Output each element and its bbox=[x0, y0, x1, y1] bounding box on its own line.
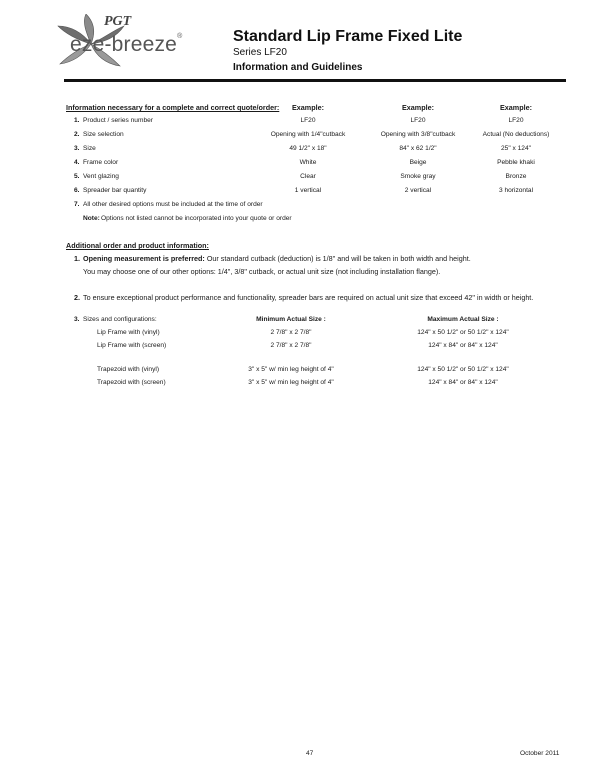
config-min: 2 7/8" x 2 7/8" bbox=[270, 342, 312, 349]
item1-line2: You may choose one of our other options: 1/4", 3/8" cutback, or actual unit size (not including installation flange). bbox=[83, 267, 441, 276]
row-value-2: 84" x 62 1/2" bbox=[399, 145, 437, 152]
logo-wordmark bbox=[70, 33, 182, 57]
row-value-3: Pebble khaki bbox=[497, 159, 535, 166]
section2-heading: Additional order and product information: bbox=[66, 241, 209, 250]
max-size-header: Maximum Actual Size : bbox=[427, 316, 499, 323]
row-value-3: LF20 bbox=[508, 117, 524, 124]
row-label: Size selection bbox=[83, 131, 124, 138]
example-header-1: Example: bbox=[292, 103, 324, 112]
config-label: Lip Frame with (vinyl) bbox=[97, 329, 160, 336]
logo-pgt-mark: PGT bbox=[104, 14, 132, 29]
row-label: Spreader bar quantity bbox=[83, 187, 147, 194]
config-label: Trapezoid with (vinyl) bbox=[97, 366, 160, 373]
config-min: 2 7/8" x 2 7/8" bbox=[270, 329, 312, 336]
item7-number: 7. bbox=[74, 201, 80, 208]
footer-date: October 2011 bbox=[520, 750, 560, 757]
row-value-1: Clear bbox=[300, 173, 316, 180]
row-number: 6. bbox=[74, 187, 80, 194]
row-label: Frame color bbox=[83, 159, 119, 166]
item7-text: All other desired options must be included at the time of order bbox=[83, 201, 263, 208]
series-label: Series LF20 bbox=[233, 47, 287, 58]
item1-text: Our standard cutback (deduction) is 1/8" and will be taken in both width and height. bbox=[206, 254, 471, 263]
registered-mark: ® bbox=[177, 33, 183, 40]
logo-wordmark-text: eze-breeze bbox=[70, 33, 178, 56]
row-value-2: Opening with 3/8"cutback bbox=[380, 131, 456, 138]
section1-heading: Information necessary for a complete and correct quote/order: bbox=[66, 103, 280, 112]
config-max: 124" x 50 1/2" or 50 1/2" x 124" bbox=[417, 366, 509, 373]
note-label: Note: bbox=[83, 215, 100, 222]
row-value-3: Bronze bbox=[505, 173, 527, 180]
row-value-1: Opening with 1/4"cutback bbox=[270, 131, 346, 138]
row-value-3: 25" x 124" bbox=[501, 145, 531, 152]
row-value-3: Actual (No deductions) bbox=[482, 131, 550, 138]
item2-number: 2. bbox=[74, 293, 80, 302]
row-label: Vent glazing bbox=[83, 173, 119, 180]
row-value-2: 2 vertical bbox=[404, 187, 432, 194]
item3-number: 3. bbox=[74, 316, 80, 323]
header-divider bbox=[64, 79, 566, 82]
config-min: 3" x 5" w/ min leg height of 4" bbox=[248, 379, 334, 386]
config-min: 3" x 5" w/ min leg height of 4" bbox=[248, 366, 334, 373]
item2-text: To ensure exceptional product performance and functionality, spreader bars are required on actual unit size that exceed 42" in width or height. bbox=[83, 293, 534, 302]
page-number: 47 bbox=[306, 750, 314, 757]
row-label: Size bbox=[83, 145, 96, 152]
row-label: Product / series number bbox=[83, 117, 153, 124]
row-value-2: LF20 bbox=[410, 117, 426, 124]
row-number: 5. bbox=[74, 173, 80, 180]
row-value-2: Beige bbox=[409, 159, 427, 166]
config-max: 124" x 84" or 84" x 124" bbox=[428, 342, 498, 349]
note-text: Options not listed cannot be incorporated into your quote or order bbox=[101, 215, 292, 222]
row-value-1: White bbox=[299, 159, 317, 166]
example-header-3: Example: bbox=[500, 103, 532, 112]
example-header-2: Example: bbox=[402, 103, 434, 112]
config-max: 124" x 50 1/2" or 50 1/2" x 124" bbox=[417, 329, 509, 336]
row-value-1: 1 vertical bbox=[294, 187, 322, 194]
item1-bold: Opening measurement is preferred: bbox=[83, 254, 205, 263]
row-number: 3. bbox=[74, 145, 80, 152]
row-value-1: 49 1/2" x 18" bbox=[289, 145, 327, 152]
row-number: 2. bbox=[74, 131, 80, 138]
item1-number: 1. bbox=[74, 254, 80, 263]
config-label: Lip Frame with (screen) bbox=[97, 342, 167, 349]
row-number: 1. bbox=[74, 117, 80, 124]
row-value-3: 3 horizontal bbox=[498, 187, 534, 194]
config-label: Trapezoid with (screen) bbox=[97, 379, 166, 386]
row-value-1: LF20 bbox=[300, 117, 316, 124]
page-subtitle: Information and Guidelines bbox=[233, 62, 363, 73]
config-max: 124" x 84" or 84" x 124" bbox=[428, 379, 498, 386]
page-title: Standard Lip Frame Fixed Lite bbox=[233, 28, 463, 45]
item3-label: Sizes and configurations: bbox=[83, 316, 157, 323]
row-number: 4. bbox=[74, 159, 80, 166]
row-value-2: Smoke gray bbox=[400, 173, 436, 180]
min-size-header: Minimum Actual Size : bbox=[256, 316, 326, 323]
item1-line bbox=[83, 254, 471, 263]
